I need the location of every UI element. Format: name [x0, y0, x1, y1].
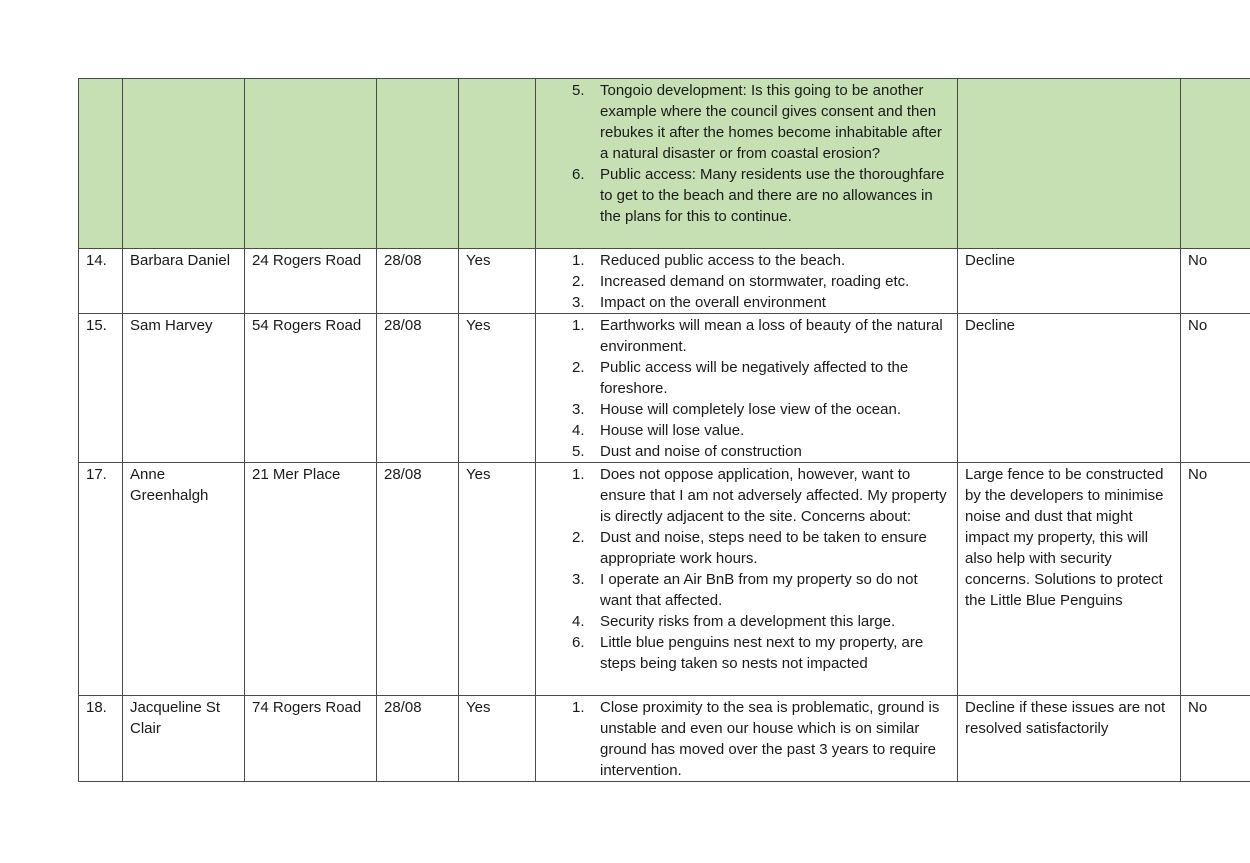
concern-item	[543, 464, 950, 527]
concern-number: 6.	[572, 634, 585, 651]
concerns-list	[543, 697, 950, 781]
oppose-cell: Yes	[459, 696, 536, 782]
no-cell: 17.	[79, 463, 123, 696]
oppose-cell	[459, 79, 536, 249]
concern-text: Tongoio development: Is this going to be another example where the council gives consent and then rebukes it after the homes become inhabitable after a natural disaster or from coastal erosion?	[600, 82, 942, 162]
concern-item	[543, 271, 950, 292]
date-cell	[377, 79, 459, 249]
submissions-table-wrapper	[78, 78, 1250, 782]
concerns-list	[543, 464, 950, 674]
concern-number: 2.	[572, 273, 585, 290]
concern-number: 6.	[572, 166, 585, 183]
address-cell: 74 Rogers Road	[245, 696, 377, 782]
heard-cell: No	[1181, 314, 1250, 463]
date-cell: 28/08	[377, 696, 459, 782]
table-row	[79, 314, 1250, 463]
concern-item	[543, 399, 950, 420]
concern-text: Little blue penguins nest next to my property, are steps being taken so nests not impacted	[600, 634, 924, 672]
concerns-list	[543, 250, 950, 313]
concern-item	[543, 420, 950, 441]
concern-number: 3.	[572, 571, 585, 588]
submissions-table	[78, 78, 1250, 782]
decision-cell: Decline	[958, 314, 1181, 463]
date-cell: 28/08	[377, 249, 459, 314]
concerns-cell	[536, 79, 958, 249]
concern-item	[543, 250, 950, 271]
concern-item	[543, 527, 950, 569]
concern-text: Security risks from a development this large.	[600, 613, 896, 630]
concerns-cell	[536, 463, 958, 696]
name-cell: Barbara Daniel	[123, 249, 245, 314]
name-cell: Anne Greenhalgh	[123, 463, 245, 696]
table-row	[79, 249, 1250, 314]
concern-item	[543, 357, 950, 399]
decision-cell: Large fence to be constructed by the developers to minimise noise and dust that might impact my property, this will also help with security concerns. Solutions to protect the Little Blue Penguins	[958, 463, 1181, 696]
concern-number: 1.	[572, 317, 585, 334]
concern-item	[543, 80, 950, 164]
concern-number: 1.	[572, 699, 585, 716]
concerns-list	[543, 80, 950, 227]
heard-cell: No	[1181, 249, 1250, 314]
concern-text: Increased demand on stormwater, roading etc.	[600, 273, 910, 290]
address-cell: 54 Rogers Road	[245, 314, 377, 463]
concern-number: 3.	[572, 401, 585, 418]
concerns-cell	[536, 249, 958, 314]
decision-cell: Decline	[958, 249, 1181, 314]
address-cell	[245, 79, 377, 249]
heard-cell: No	[1181, 463, 1250, 696]
address-cell: 21 Mer Place	[245, 463, 377, 696]
no-cell: 14.	[79, 249, 123, 314]
oppose-cell: Yes	[459, 314, 536, 463]
concern-number: 2.	[572, 529, 585, 546]
concern-item	[543, 292, 950, 313]
concerns-list	[543, 315, 950, 462]
date-cell: 28/08	[377, 463, 459, 696]
concern-text: House will completely lose view of the ocean.	[600, 401, 901, 418]
concern-item	[543, 569, 950, 611]
name-cell	[123, 79, 245, 249]
concern-item	[543, 632, 950, 674]
concern-text: Close proximity to the sea is problematic, ground is unstable and even our house which is on similar ground has moved over the past 3 years to require intervention.	[600, 699, 940, 779]
decision-cell: Decline if these issues are not resolved satisfactorily	[958, 696, 1181, 782]
continuation-row	[79, 79, 1250, 249]
concern-text: Dust and noise, steps need to be taken to ensure appropriate work hours.	[600, 529, 927, 567]
concern-number: 1.	[572, 252, 585, 269]
concern-number: 5.	[572, 443, 585, 460]
oppose-cell: Yes	[459, 249, 536, 314]
concern-number: 5.	[572, 82, 585, 99]
concern-text: Impact on the overall environment	[600, 294, 826, 311]
concern-number: 1.	[572, 466, 585, 483]
concern-item	[543, 315, 950, 357]
concern-text: Earthworks will mean a loss of beauty of the natural environment.	[600, 317, 943, 355]
concern-text: Does not oppose application, however, want to ensure that I am not adversely affected. My property is directly adjacent to the site. Concerns about:	[600, 466, 947, 525]
no-cell	[79, 79, 123, 249]
decision-cell	[958, 79, 1181, 249]
concern-text: Reduced public access to the beach.	[600, 252, 846, 269]
concern-item	[543, 164, 950, 227]
concern-item	[543, 611, 950, 632]
name-cell: Jacqueline St Clair	[123, 696, 245, 782]
table-row	[79, 696, 1250, 782]
concern-text: House will lose value.	[600, 422, 745, 439]
concern-item	[543, 697, 950, 781]
concern-text: Public access will be negatively affected to the foreshore.	[600, 359, 909, 397]
concern-number: 4.	[572, 422, 585, 439]
concern-item	[543, 441, 950, 462]
concerns-cell	[536, 696, 958, 782]
address-cell: 24 Rogers Road	[245, 249, 377, 314]
no-cell: 18.	[79, 696, 123, 782]
concern-text: I operate an Air BnB from my property so do not want that affected.	[600, 571, 918, 609]
concerns-cell	[536, 314, 958, 463]
concern-number: 4.	[572, 613, 585, 630]
heard-cell: No	[1181, 696, 1250, 782]
oppose-cell: Yes	[459, 463, 536, 696]
concern-number: 2.	[572, 359, 585, 376]
table-row	[79, 463, 1250, 696]
heard-cell	[1181, 79, 1250, 249]
concern-number: 3.	[572, 294, 585, 311]
name-cell: Sam Harvey	[123, 314, 245, 463]
no-cell: 15.	[79, 314, 123, 463]
date-cell: 28/08	[377, 314, 459, 463]
concern-text: Public access: Many residents use the thoroughfare to get to the beach and there are no allowances in the plans for this to continue.	[600, 166, 945, 225]
concern-text: Dust and noise of construction	[600, 443, 802, 460]
